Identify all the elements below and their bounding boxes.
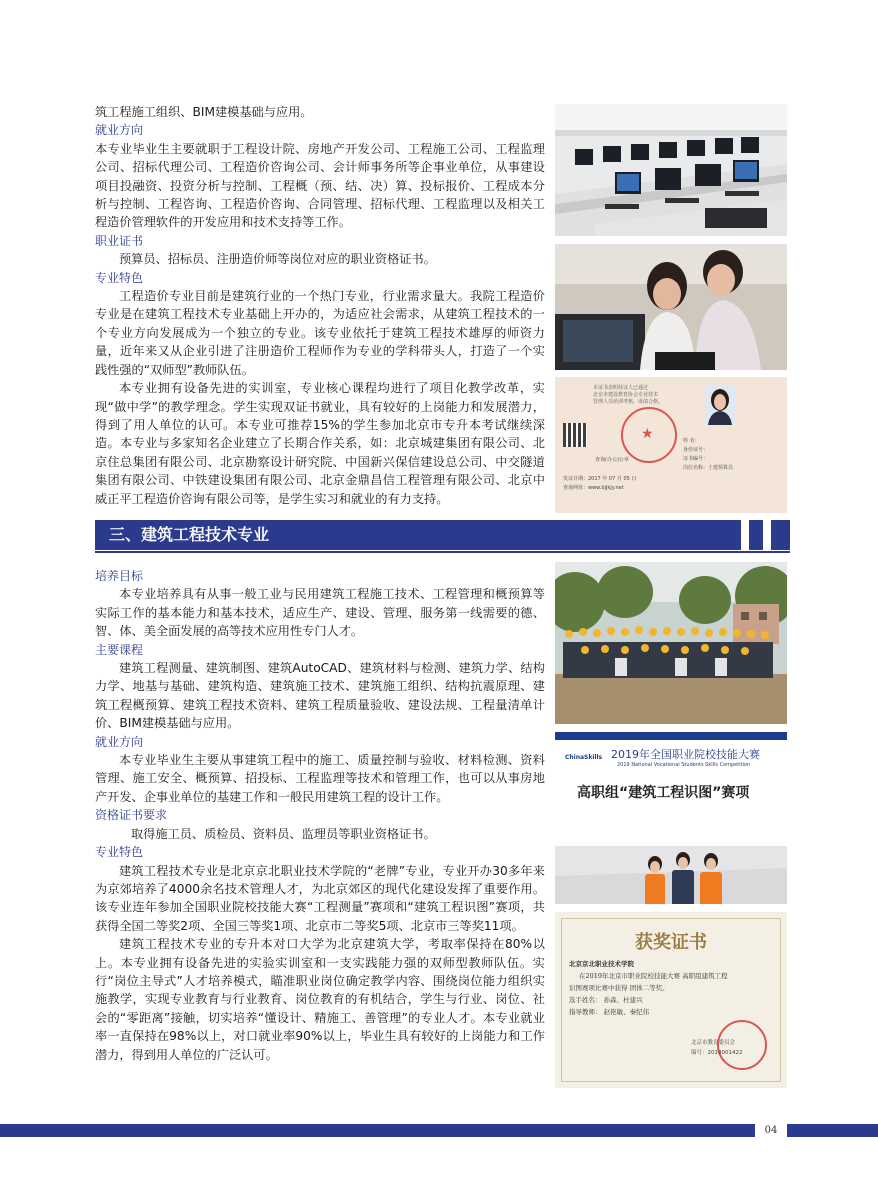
award-line: 在2019年北京市职业院校技能大赛 高职组建筑工程 [579, 972, 728, 980]
footer-bar [787, 1124, 878, 1137]
cert-number-label: 证书编号： [683, 456, 709, 462]
feature-paragraph-1: 工程造价专业目前是建筑行业的一个热门专业，行业需求量大。我院工程造价专业是在建筑工程技术专业基础上开办的，为适应社会需求，从建筑工程技术的一个专业方向发展成为一个独立的专业。该专业依托于建筑工程技术雄厚的师资力量，近年来又从企业引进了注册造价工程师作为专业的学科带头人，打造了一个实践性强的“双师型”教师队伍。 [95, 289, 545, 377]
feature-paragraph-2: 建筑工程技术专业的专升本对口大学为北京建筑大学，考取率保持在80%以上。本专业拥有设备先进的实验实训室和一支实践能力强的双师型教师队伍。实行“岗位主导式”人才培养模式，瞄准职业岗位确定教学内容、围绕岗位能力组织实施教学，实现专业教育与行业教育、岗位教育的有机结合，学生与行业、岗位、社会的“零距离”接触，切实培养“懂设计、精施工、善管理”的专业人才。本专业就业率一直保持在98%以上，对口就业率90%以上，毕业生具有较好的上岗能力和工作潜力，得到用人单位的广泛认可。 [95, 937, 545, 1062]
cert-heading: 职业证书 [95, 233, 144, 248]
cert-post-label: 岗位名称：土建预算员 [683, 465, 734, 471]
course-text: 建筑工程测量、建筑制图、建筑AutoCAD、建筑材料与检测、建筑力学、结构力学、地基与基础、建筑构造、建筑施工技术、建筑施工组织、结构抗震原理、建筑工程概预算、建筑工程技术资料、建筑工程质量验收、建设法规、工程量清单计价、BIM建模基础与应用。 [95, 661, 545, 731]
cert-id-label: 身份证号： [683, 447, 709, 453]
qualification-certificate-photo [555, 377, 787, 513]
award-certificate-title: 获奖证书 [635, 932, 707, 953]
course-heading: 主要课程 [95, 642, 144, 657]
award-line: 识图赛项比赛中获得 团体二等奖。 [569, 984, 669, 992]
employment-heading: 就业方向 [95, 123, 144, 138]
banner-underline [95, 551, 790, 553]
employment-heading: 就业方向 [95, 734, 144, 749]
cert-line: 北京市建设教育协会专业技术 [593, 392, 659, 398]
employment-text: 本专业毕业生主要从事建筑工程中的施工、质量控制与验收、材料检测、资料管理、施工安全、概预算、招投标、工程监理等技术和管理工作，也可以从事房地产开发、企事业单位的基建工作和一般民用建筑工程的设计工作。 [95, 753, 545, 804]
courses-tail: 筑工程施工组织、BIM建模基础与应用。 [95, 105, 313, 119]
banner-decoration [749, 520, 763, 550]
cert-text: 取得施工员、质检员、资料员、监理员等职业资格证书。 [131, 826, 436, 841]
award-issuer: 北京市教育委员会 [691, 1040, 736, 1046]
qr-code-icon [563, 423, 587, 447]
goal-heading: 培养目标 [95, 569, 144, 583]
feature-heading: 专业特色 [95, 270, 144, 285]
competition-english-title: 2019 National Vocational Students Skills Competition [617, 762, 751, 768]
feature-paragraph-2: 本专业拥有设备先进的实训室，专业核心课程均进行了项目化教学改革，实现“做中学”的教学理念。学生实现双证书就业，具有较好的上岗能力和发展潜力，得到了用人单位的认可。本专业可推荐15%的学生参加北京市专升本考试继续深造。本专业与多家知名企业建立了长期合作关系，如：北京城建集团有限公司、北京住总集团有限公司、北京勘察设计研究院、中国新兴保信建设总公司、中交隧道集团有限公司、中铁建设集团有限公司、北京金鼎昌信工程管理有限公司、北京中威正平工程造价咨询有限公司等，是学生实习和就业的有力支持。 [95, 381, 545, 506]
footer-bar [0, 1124, 755, 1137]
award-contestants: 选手姓名： 孙森、杜建兴 [569, 996, 643, 1004]
section-construction-engineering [95, 567, 545, 1064]
goal-text: 本专业培养具有从事一般工业与民用建筑工程施工技术、工程管理和概预算等实际工作的基本能力和基本技术，适应生产、建设、管理、服务第一线需要的德、智、体、美全面发展的高等技术应用性专门人才。 [95, 587, 545, 639]
award-number: 编号：2019001422 [691, 1050, 743, 1056]
id-photo [705, 385, 735, 425]
cert-line: 管理人员培训考核，成绩合格。 [593, 399, 664, 405]
cert-name-label: 姓 名： [683, 438, 700, 444]
computer-lab-photo [555, 104, 787, 236]
cert-seal-caption: 查询(办公)公章 [595, 457, 629, 463]
students-photo [555, 244, 787, 370]
cert-website: 查询网址：www.bjjkjy.net [563, 485, 624, 491]
employment-text: 本专业毕业生主要就职于工程设计院、房地产开发公司、工程施工公司、工程监理公司、招标代理公司、工程造价咨询公司、会计师事务所等企事业单位，从事建设项目投融资、投资分析与控制、工程概（预、结、决）算、投标报价、工程成本分析与控制、工程咨询、工程造价咨询、合同管理、招标代理、工程监理以及相关工程造价管理软件的开发应用和技术支持等工作。 [95, 141, 545, 230]
section-cost-engineering [95, 103, 545, 508]
official-seal-icon: ★ [621, 407, 677, 463]
competition-event-title: 高职组“建筑工程识图”赛项 [577, 785, 750, 801]
competition-year-title: 2019年全国职业院校技能大赛 [611, 748, 760, 761]
award-certificate-photo [555, 912, 787, 1088]
award-instructors: 指导教师： 赵艳敏、秦纪伟 [569, 1008, 650, 1016]
group-photo [555, 562, 787, 724]
skills-competition-photo [555, 732, 787, 904]
award-school: 北京京北职业技术学院 [569, 960, 634, 968]
feature-paragraph-1: 建筑工程技术专业是北京京北职业技术学院的“老牌”专业，专业开办30多年来为京郊培养了4000余名技术管理人才，为北京郊区的现代化建设发挥了重要作用。该专业连年参加全国职业院校技能大赛“工程测量”赛项和“建筑工程识图”赛项，共获得全国二等奖2项、全国三等奖1项、北京市二等奖5项、北京市三等奖11项。 [95, 863, 545, 933]
page-number: 04 [764, 1125, 778, 1136]
section-title-banner: 三、建筑工程技术专业 [95, 520, 741, 550]
cert-date: 发证日期：2017 年 07 月 05 日 [563, 476, 637, 482]
cert-text: 预算员、招标员、注册造价师等岗位对应的职业资格证书。 [119, 252, 436, 267]
cert-line: 本证书表明持证人已通过 [593, 385, 649, 391]
chinaskills-logo: ChinaSkills [565, 754, 603, 761]
cert-heading: 资格证书要求 [95, 808, 168, 823]
banner-decoration [771, 520, 790, 550]
feature-heading: 专业特色 [95, 845, 144, 860]
